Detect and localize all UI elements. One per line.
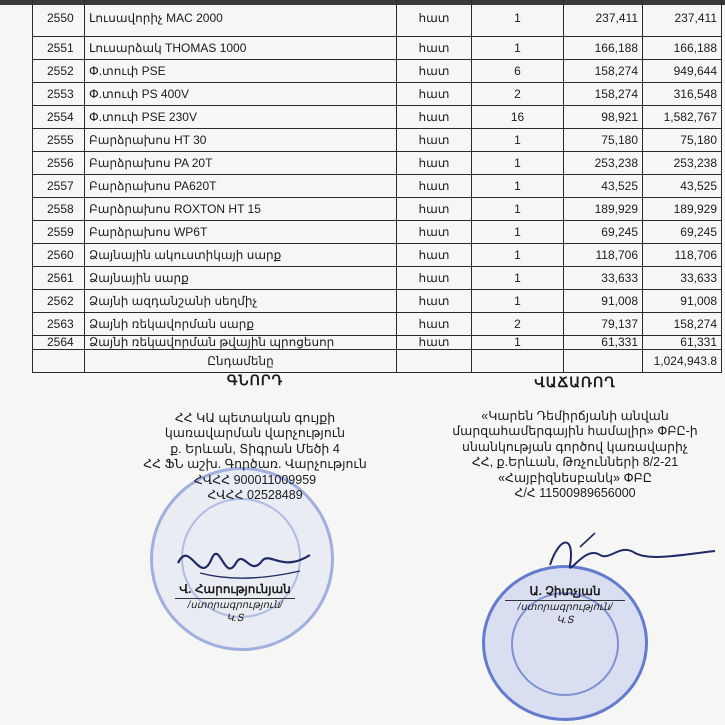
- item-unit: հատ: [397, 106, 472, 129]
- item-name: Ձայնի ռեկավորման սարք: [85, 313, 397, 336]
- item-total: 237,411: [643, 0, 722, 37]
- item-price: 61,331: [564, 336, 643, 350]
- item-unit: հատ: [397, 152, 472, 175]
- item-unit: հատ: [397, 290, 472, 313]
- buyer-seal-mark: Կ.Տ: [226, 613, 244, 624]
- item-name: Բարձրախոս HT 30: [85, 129, 397, 152]
- item-unit: հատ: [397, 267, 472, 290]
- row-number: 2553: [33, 83, 85, 106]
- item-price: 98,921: [564, 106, 643, 129]
- item-total: 91,008: [643, 290, 722, 313]
- item-unit: հատ: [397, 60, 472, 83]
- seller-line: մարզահամերգային համալիր» ՓԲԸ-ի: [452, 424, 698, 438]
- item-price: 79,137: [564, 313, 643, 336]
- table-row: [33, 129, 722, 152]
- item-total: 75,180: [643, 129, 722, 152]
- item-total: 69,245: [643, 221, 722, 244]
- item-unit: հատ: [397, 198, 472, 221]
- seller-seal-mark: Կ.Տ: [556, 615, 574, 626]
- row-number: 2554: [33, 106, 85, 129]
- item-quantity: 6: [472, 60, 564, 83]
- item-price: 43,525: [564, 175, 643, 198]
- item-price: 158,274: [564, 60, 643, 83]
- item-unit: հատ: [397, 221, 472, 244]
- item-price: 91,008: [564, 290, 643, 313]
- row-number: 2558: [33, 198, 85, 221]
- row-number: 2550: [33, 0, 85, 37]
- item-name: Բարձրախոս ROXTON HT 15: [85, 198, 397, 221]
- item-unit: հատ: [397, 129, 472, 152]
- item-total: 118,706: [643, 244, 722, 267]
- item-name: Լուսավորիչ MAC 2000: [85, 0, 397, 37]
- item-quantity: 1: [472, 290, 564, 313]
- seller-block: [440, 375, 710, 502]
- item-quantity: 1: [472, 0, 564, 37]
- item-name: Փ.տուփ PS 400V: [85, 83, 397, 106]
- row-number: 2551: [33, 37, 85, 60]
- item-total: 33,633: [643, 267, 722, 290]
- item-quantity: 2: [472, 313, 564, 336]
- buyer-signature-caption: /ստորագրություն/: [187, 600, 283, 611]
- buyer-heading: ԳՆՈՐԴ: [226, 372, 284, 388]
- item-total: 166,188: [643, 37, 722, 60]
- buyer-line: ՀՀ ԿԱ պետական գույքի: [174, 410, 336, 425]
- table-row: [33, 198, 722, 221]
- item-name: Բարձրախոս WP6T: [85, 221, 397, 244]
- item-price: 118,706: [564, 244, 643, 267]
- buyer-line: կառավարման վարչություն: [164, 426, 346, 440]
- item-name: Բարձրախոս PA 20T: [85, 152, 397, 175]
- row-number: 2564: [33, 336, 85, 350]
- document-page: [0, 5, 725, 725]
- table-row: [33, 0, 722, 37]
- items-table: [32, 0, 722, 373]
- item-unit: հատ: [397, 37, 472, 60]
- seller-signature-caption: /ստորագրություն/: [517, 602, 613, 613]
- table-row: [33, 106, 722, 129]
- item-quantity: 16: [472, 106, 564, 129]
- table-row: [33, 152, 722, 175]
- item-name: Փ.տուփ PSE: [85, 60, 397, 83]
- item-price: 253,238: [564, 152, 643, 175]
- item-unit: հատ: [397, 83, 472, 106]
- seller-line: «Կարեն Դեմիրճյանի անվան: [481, 408, 669, 423]
- item-price: 33,633: [564, 267, 643, 290]
- total-label: Ընդամենը: [85, 350, 397, 373]
- item-name: Լուսարձակ THOMAS 1000: [85, 37, 397, 60]
- row-number: 2561: [33, 267, 85, 290]
- item-total: 253,238: [643, 152, 722, 175]
- table-row: [33, 60, 722, 83]
- row-number: 2563: [33, 313, 85, 336]
- row-number: 2560: [33, 244, 85, 267]
- total-row: [33, 350, 722, 373]
- seller-line: ՀՀ, ք.Երևան, Թռչունների 8/2-21: [471, 455, 679, 469]
- seller-line: սնանկության գործով կառավարիչ: [462, 439, 688, 454]
- item-price: 237,411: [564, 0, 643, 37]
- total-value: 1,024,943.8: [643, 350, 722, 373]
- item-quantity: 1: [472, 175, 564, 198]
- buyer-signer-name: Վ. Հարությունյան: [179, 582, 291, 596]
- item-quantity: 1: [472, 152, 564, 175]
- buyer-signer: [160, 583, 310, 625]
- item-unit: հատ: [397, 336, 472, 350]
- buyer-line: ՀՎՀՀ 02528489: [207, 488, 303, 502]
- table-row: [33, 83, 722, 106]
- item-price: 189,929: [564, 198, 643, 221]
- row-number: 2555: [33, 129, 85, 152]
- item-quantity: 1: [472, 267, 564, 290]
- item-total: 43,525: [643, 175, 722, 198]
- table-row: [33, 244, 722, 267]
- buyer-line: ՀՎՀՀ 900011009959: [193, 472, 317, 487]
- item-unit: հատ: [397, 313, 472, 336]
- table-row: [33, 290, 722, 313]
- seller-signer: [490, 585, 640, 627]
- buyer-line: ք. Երևան, Տիգրան Մեծի 4: [170, 441, 340, 456]
- item-quantity: 1: [472, 129, 564, 152]
- item-quantity: 2: [472, 83, 564, 106]
- item-quantity: 1: [472, 244, 564, 267]
- item-price: 158,274: [564, 83, 643, 106]
- item-price: 69,245: [564, 221, 643, 244]
- table-row: [33, 336, 722, 350]
- item-price: 166,188: [564, 37, 643, 60]
- item-name: Ձայնային ակուստիկայի սարք: [85, 244, 397, 267]
- item-quantity: 1: [472, 221, 564, 244]
- seller-line: «Հայբիզնեսբանկ» ՓԲԸ: [498, 470, 652, 485]
- buyer-line: ՀՀ ՖՆ աշխ. Գործառ. Վարչություն: [143, 457, 367, 471]
- table-row: [33, 221, 722, 244]
- table-row: [33, 313, 722, 336]
- item-total: 61,331: [643, 336, 722, 350]
- row-number: 2562: [33, 290, 85, 313]
- item-quantity: 1: [472, 198, 564, 221]
- item-name: Ձայնային սարք: [85, 267, 397, 290]
- item-total: 189,929: [643, 198, 722, 221]
- item-total: 158,274: [643, 313, 722, 336]
- seller-line: Հ/Հ 11500989656000: [514, 486, 636, 500]
- item-quantity: 1: [472, 37, 564, 60]
- item-price: 75,180: [564, 129, 643, 152]
- item-name: Ձայնի ազդանշանի սեղմիչ: [85, 290, 397, 313]
- row-number: 2557: [33, 175, 85, 198]
- seller-heading: ՎԱՃԱՌՈՂ: [534, 374, 616, 390]
- item-name: Բարձրախոս PA620T: [85, 175, 397, 198]
- item-unit: հատ: [397, 175, 472, 198]
- item-total: 1,582,767: [643, 106, 722, 129]
- item-total: 316,548: [643, 83, 722, 106]
- row-number: 2559: [33, 221, 85, 244]
- row-number: 2556: [33, 152, 85, 175]
- row-number: 2552: [33, 60, 85, 83]
- buyer-block: [120, 373, 390, 504]
- item-total: 949,644: [643, 60, 722, 83]
- table-row: [33, 175, 722, 198]
- seller-signature: [540, 525, 720, 585]
- seller-signer-name: Ա. Չիտչյան: [529, 584, 601, 598]
- table-row: [33, 267, 722, 290]
- table-row: [33, 37, 722, 60]
- item-name: Ձայնի ռեկավորման թվային պրոցեսոր: [85, 336, 397, 350]
- item-unit: հատ: [397, 244, 472, 267]
- item-quantity: 1: [472, 336, 564, 350]
- item-unit: հատ: [397, 0, 472, 37]
- item-name: Փ.տուփ PSE 230V: [85, 106, 397, 129]
